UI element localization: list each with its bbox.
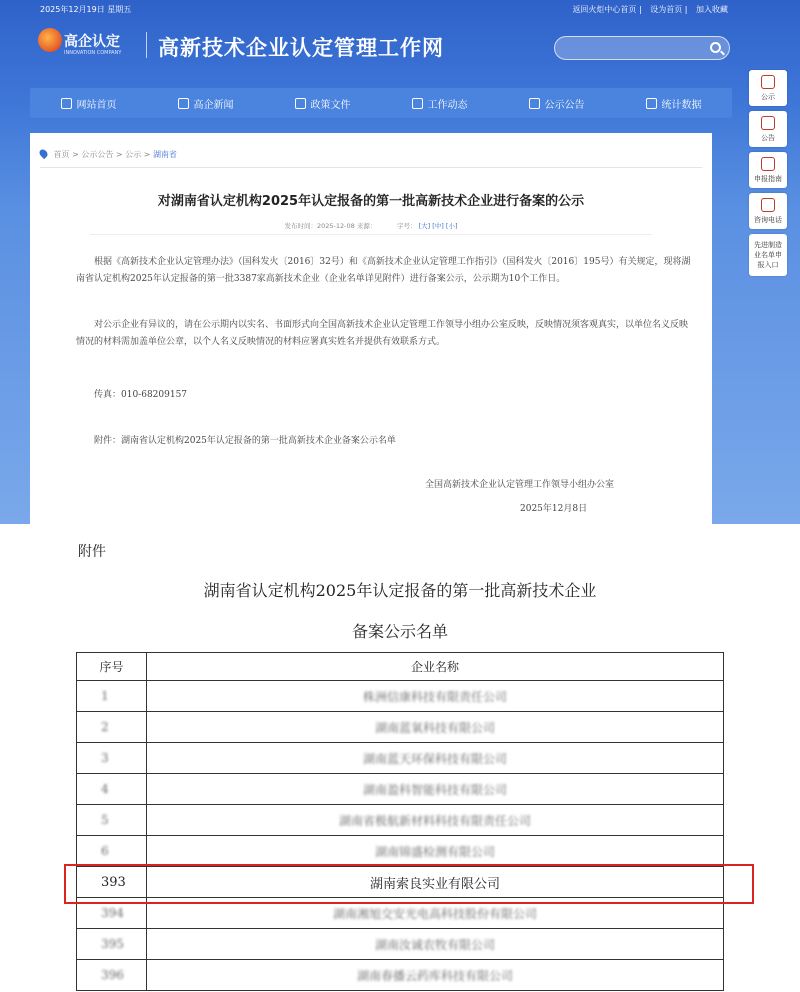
crumb-publicity[interactable]: 公示	[125, 150, 142, 159]
side-label: 公示	[761, 93, 775, 101]
top-link-favorite[interactable]: 加入收藏	[696, 5, 728, 14]
top-link-home[interactable]: 返回火炬中心首页	[572, 5, 637, 14]
guide-icon	[761, 157, 775, 171]
attachment-label: 附件	[78, 544, 106, 560]
document-title-line-2: 备案公示名单	[351, 622, 448, 641]
side-label: 公告	[761, 134, 775, 142]
article-panel	[30, 133, 712, 524]
table-row	[77, 929, 724, 960]
signer: 全国高新技术企业认定管理工作领导小组办公室	[425, 480, 615, 490]
row-number: 395	[77, 929, 147, 960]
row-company: 湖南春播云药库科技有限公司	[147, 960, 724, 991]
row-number: 3	[77, 743, 147, 774]
nav-label: 政策文件	[310, 99, 351, 111]
table-row	[77, 960, 724, 991]
publish-info: 发布时间：2025-12-08 来源：	[284, 222, 377, 230]
nav-notice[interactable]	[498, 88, 615, 118]
top-link-set-home[interactable]: 设为首页	[650, 5, 683, 14]
row-company: 湖南索良实业有限公司	[147, 867, 724, 898]
font-size-label: 字号：	[397, 222, 417, 230]
main-nav	[30, 88, 732, 118]
side-publicity[interactable]	[749, 70, 787, 106]
table-row	[77, 836, 724, 867]
nav-label: 公示公告	[544, 99, 585, 111]
paragraph-2: 对公示企业有异议的，请在公示期内以实名、书面形式向全国高新技术企业认定管理工作领导小组办公室反映，反映情况须客观真实，以单位名义反映情况的材料需加盖单位公章，以个人名义反映情况的材料应署真实姓名并提供有效联系方式。	[76, 320, 689, 347]
nav-label: 网站首页	[76, 99, 117, 111]
header-number: 序号	[77, 653, 147, 681]
company-table	[76, 652, 724, 991]
side-announcement[interactable]	[749, 111, 787, 147]
sign-date: 2025年12月8日	[520, 504, 588, 514]
row-company: 株洲信康科技有限责任公司	[147, 681, 724, 712]
header-company-name: 企业名称	[147, 653, 724, 681]
paragraph-1: 根据《高新技术企业认定管理办法》（国科发火〔2016〕32号）和《高新技术企业认定管理工作指引》（国科发火〔2016〕195号）有关规定，现将湖南省认定机构2025年认定报备的第一批3387家高新技术企业（企业名单详见附件）进行备案公示，公示期为10个工作日。	[76, 257, 691, 284]
row-company: 湖南锦盛检测有限公司	[147, 836, 724, 867]
publicity-icon	[761, 75, 775, 89]
home-icon	[61, 98, 72, 109]
nav-label: 工作动态	[427, 99, 468, 111]
document-title-line-1: 湖南省认定机构2025年认定报备的第一批高新技术企业	[203, 581, 597, 600]
row-number: 1	[77, 681, 147, 712]
floating-sidebar	[749, 70, 787, 281]
phone-icon	[761, 198, 775, 212]
row-number: 4	[77, 774, 147, 805]
table-row	[77, 743, 724, 774]
nav-policy[interactable]	[264, 88, 381, 118]
table-row	[77, 712, 724, 743]
article-meta	[30, 221, 712, 230]
font-size-medium[interactable]: [中]	[432, 222, 444, 230]
row-company: 湖南省极航新材料科技有限责任公司	[147, 805, 724, 836]
table-row	[77, 805, 724, 836]
divider	[90, 234, 652, 235]
nav-label: 统计数据	[661, 99, 702, 111]
article-title: 对湖南省认定机构2025年认定报备的第一批高新技术企业进行备案的公示	[157, 194, 585, 209]
side-label: 先进制造业名单申报入口	[754, 241, 782, 269]
crumb-current[interactable]: 湖南省	[152, 150, 177, 159]
nav-home[interactable]	[30, 88, 147, 118]
row-number: 2	[77, 712, 147, 743]
row-company: 湖南汝诚农牧有限公司	[147, 929, 724, 960]
side-guide[interactable]	[749, 152, 787, 188]
attachment-link[interactable]: 附件：湖南省认定机构2025年认定报备的第一批高新技术企业备案公示名单	[94, 436, 396, 446]
row-number: 396	[77, 960, 147, 991]
send-icon	[412, 98, 423, 109]
row-company: 湖南蓝天环保科技有限公司	[147, 743, 724, 774]
row-number: 6	[77, 836, 147, 867]
side-phone[interactable]	[749, 193, 787, 229]
highlight-box	[64, 864, 754, 904]
logo-subtitle: INNOVATION COMPANY	[64, 50, 122, 56]
site-logo[interactable]	[38, 28, 138, 64]
font-size-small[interactable]: [小]	[445, 222, 458, 230]
document-icon	[295, 98, 306, 109]
fax-line: 传真：010-68209157	[94, 390, 188, 400]
row-number: 394	[77, 898, 147, 929]
side-label: 咨询电话	[754, 216, 782, 224]
side-label: 申报指南	[754, 175, 782, 183]
search-icon[interactable]	[710, 42, 721, 53]
top-bar	[0, 0, 800, 18]
news-icon	[178, 98, 189, 109]
nav-news[interactable]	[147, 88, 264, 118]
row-number: 5	[77, 805, 147, 836]
current-date: 2025年12月19日 星期五	[40, 5, 132, 14]
logo-divider	[146, 32, 147, 58]
logo-name: 高企认定	[64, 34, 120, 50]
search-box	[554, 36, 730, 60]
row-company: 湖南湘旭交安光电高科技股份有限公司	[147, 898, 724, 929]
nav-stats[interactable]	[615, 88, 732, 118]
row-number: 393	[77, 867, 147, 898]
nav-label: 高企新闻	[193, 99, 234, 111]
nav-work[interactable]	[381, 88, 498, 118]
side-manufacturing-entry[interactable]	[749, 234, 787, 276]
site-title: 高新技术企业认定管理工作网	[158, 35, 444, 60]
font-size-large[interactable]: [大]	[418, 222, 431, 230]
crumb-notice[interactable]: 公示公告	[81, 150, 114, 159]
table-row	[77, 681, 724, 712]
top-links: 返回火炬中心首页 | 设为首页 | 加入收藏	[572, 5, 728, 14]
breadcrumb: 首页 > 公示公告 > 公示 > 湖南省	[40, 149, 177, 160]
location-pin-icon	[38, 148, 49, 159]
table-header-row	[77, 653, 724, 681]
row-company: 湖南盈科智能科技有限公司	[147, 774, 724, 805]
logo-mark-icon	[38, 28, 62, 52]
table-row	[77, 774, 724, 805]
crumb-home[interactable]: 首页	[53, 150, 70, 159]
stats-icon	[646, 98, 657, 109]
notice-icon	[529, 98, 540, 109]
search-input[interactable]	[565, 40, 705, 56]
row-company: 湖南蓝氧科技有限公司	[147, 712, 724, 743]
divider	[40, 167, 702, 168]
announcement-icon	[761, 116, 775, 130]
